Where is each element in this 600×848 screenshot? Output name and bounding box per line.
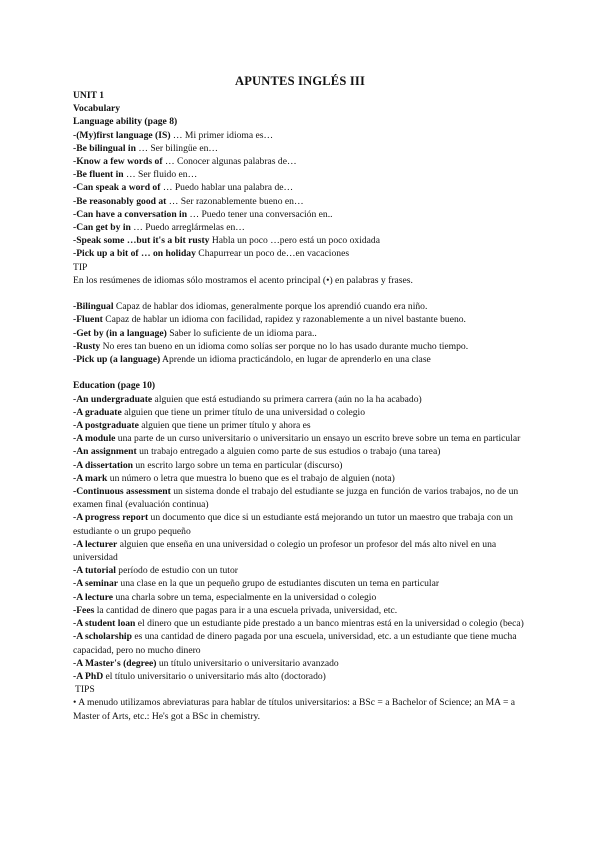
tips-label: TIPS [75,684,95,696]
list-item [73,142,533,155]
definition: … Ser bilingüe en… [135,142,218,154]
definition: … Ser razonablemente bueno en… [166,195,304,207]
term: -Can speak a word of [73,182,161,194]
list-item [73,670,533,683]
definition: un escrito largo sobre un tema en particular (discurso) [132,459,343,471]
list-item [73,208,533,221]
definition: Aprende un idioma practicándolo, en lugar de aprenderlo en una clase [160,354,431,366]
definition: No eres tan bueno en un idioma como solías ser porque no lo has usado durante mucho tiempo. [100,340,469,352]
list-item [73,564,533,577]
list-item [73,155,533,168]
list-item [73,221,533,234]
term: -Be reasonably good at [73,195,167,207]
term: -A graduate [73,406,122,418]
term: -A seminar [73,578,119,590]
list-item [73,419,533,432]
term: -A lecture [73,591,114,603]
term: -A scholarship [73,631,132,643]
term: -A postgraduate [73,420,139,432]
term: -An undergraduate [73,393,153,405]
definition: alguien que está estudiando su primera carrera (aún no la ha acabado) [152,393,422,405]
term: -Bilingual [73,301,114,313]
definition: … Puedo arreglármelas en… [130,222,245,234]
list-item [73,538,533,564]
term: -Can have a conversation in [73,208,188,220]
list-item [73,459,533,472]
list-item [73,577,533,590]
term: -Continuous assessment [73,486,171,498]
tip-text: En los resúmenes de idiomas sólo mostramos el acento principal (•) en palabras y frases. [73,274,413,286]
unit-heading: UNIT 1 [73,90,105,101]
list-item [73,432,533,445]
definition: Saber lo suficiente de un idioma para.. [166,327,317,339]
list-item [73,168,533,181]
term: -A PhD [73,670,104,682]
term: -(My)first language (IS) [73,129,171,141]
language-definitions-list [73,300,533,366]
list-item [73,353,533,366]
term: -A dissertation [73,459,133,471]
list-item [73,300,533,313]
term: -A tutorial [73,565,116,577]
definition: Capaz de hablar un idioma con facilidad, rapidez y razonablemente a un nivel bastante bueno. [102,314,466,326]
education-heading: Education (page 10) [73,380,156,392]
list-item [73,340,533,353]
definition: el título universitario o universitario más alto (doctorado) [103,670,326,682]
list-item [73,617,533,630]
term: -A module [73,433,116,445]
definition: el dinero que un estudiante pide prestado a un banco mientras está en la universidad o colegio (beca) [135,618,524,630]
vocabulary-heading: Vocabulary [73,103,121,115]
definition: alguien que enseña en una universidad o colegio un profesor un profesor del más alto nivel en una universidad [73,538,497,564]
term: -A lecturer [73,538,118,550]
term: -Fluent [73,314,103,326]
list-item [73,129,533,142]
list-item [73,630,533,656]
list-item [73,195,533,208]
list-item [73,511,533,537]
language-ability-list [73,129,533,261]
list-item [73,472,533,485]
list-item [73,327,533,340]
definition: alguien que tiene un primer título y ahora es [138,420,311,432]
definition: un número o letra que muestra lo bueno que es el trabajo de alguien (nota) [107,472,395,484]
definition: la cantidad de dinero que pagas para ir a una escuela privada, universidad, etc. [94,604,398,616]
list-item [73,181,533,194]
term: -Be fluent in [73,169,124,181]
definition: un documento que dice si un estudiante está mejorando un tutor un maestro que trabaja con un estudiante o un grupo pequeño [73,512,513,537]
list-item [73,445,533,458]
language-ability-heading: Language ability (page 8) [73,116,178,128]
tip-label: TIP [73,261,88,273]
definition: una clase en la que un pequeño grupo de estudiantes discuten un tema en particular [118,578,440,590]
definition: un sistema donde el trabajo del estudiante se juzga en función de varios trabajos, no de un examen final (evaluación continua) [73,486,519,511]
definition: … Conocer algunas palabras de… [162,156,297,168]
definition: … Mi primer idioma es… [170,129,274,141]
term: -Be bilingual in [73,142,136,154]
definition: un trabajo entregado a alguien como parte de sus estudios o trabajo (una tarea) [136,446,441,458]
definition: una parte de un curso universitario o universitario un ensayo un escrito breve sobre un tema en particular [115,433,521,445]
definition: Capaz de hablar dos idiomas, generalmente porque los aprendió cuando era niño. [113,301,428,313]
term: -Pick up a bit of … on holiday [73,248,196,260]
spacer [73,366,533,379]
definition: una charla sobre un tema, especialmente en la universidad o colegio [113,591,377,603]
term: -Get by (in a language) [73,327,167,339]
tips-text: • A menudo utilizamos abreviaturas para hablar de títulos universitarios: a BSc = a Bachelor of Science; an MA = a Master of Arts, etc.: He's got a BSc in chemistry. [73,697,516,722]
definition: es una cantidad de dinero pagada por una escuela, universidad, etc. a un estudiante que tiene mucha capacidad, pero no mucho dinero [73,631,517,656]
definition: período de estudio con un tutor [115,565,238,577]
list-item [73,247,533,260]
definition: un título universitario o universitario avanzado [156,657,339,669]
definition: … Puedo tener una conversación en.. [187,208,333,220]
term: -Speak some …but it's a bit rusty [73,235,210,247]
list-item [73,485,533,511]
definition: … Puedo hablar una palabra de… [160,182,294,194]
page-title: APUNTES INGLÉS III [234,74,366,88]
education-list [73,393,533,683]
list-item [73,591,533,604]
definition: alguien que tiene un primer título de una universidad o colegio [121,406,366,418]
list-item [73,234,533,247]
term: -Rusty [73,340,101,352]
term: -Can get by in [73,222,131,234]
term: -A progress report [73,512,149,524]
term: -An assignment [73,446,137,458]
term: -A student loan [73,618,136,630]
list-item [73,393,533,406]
definition: Chapurrear un poco de…en vacaciones [195,248,350,260]
spacer [73,287,533,300]
list-item [73,406,533,419]
definition: Habla un poco …pero está un poco oxidada [209,235,380,247]
document-body [73,89,533,723]
term: -A Master's (degree) [73,657,157,669]
list-item [73,657,533,670]
term: -Know a few words of [73,156,163,168]
term: -Fees [73,604,95,616]
term: -A mark [73,472,108,484]
term: -Pick up (a language) [73,354,161,366]
list-item [73,313,533,326]
definition: … Ser fluido en… [123,169,198,181]
list-item [73,604,533,617]
